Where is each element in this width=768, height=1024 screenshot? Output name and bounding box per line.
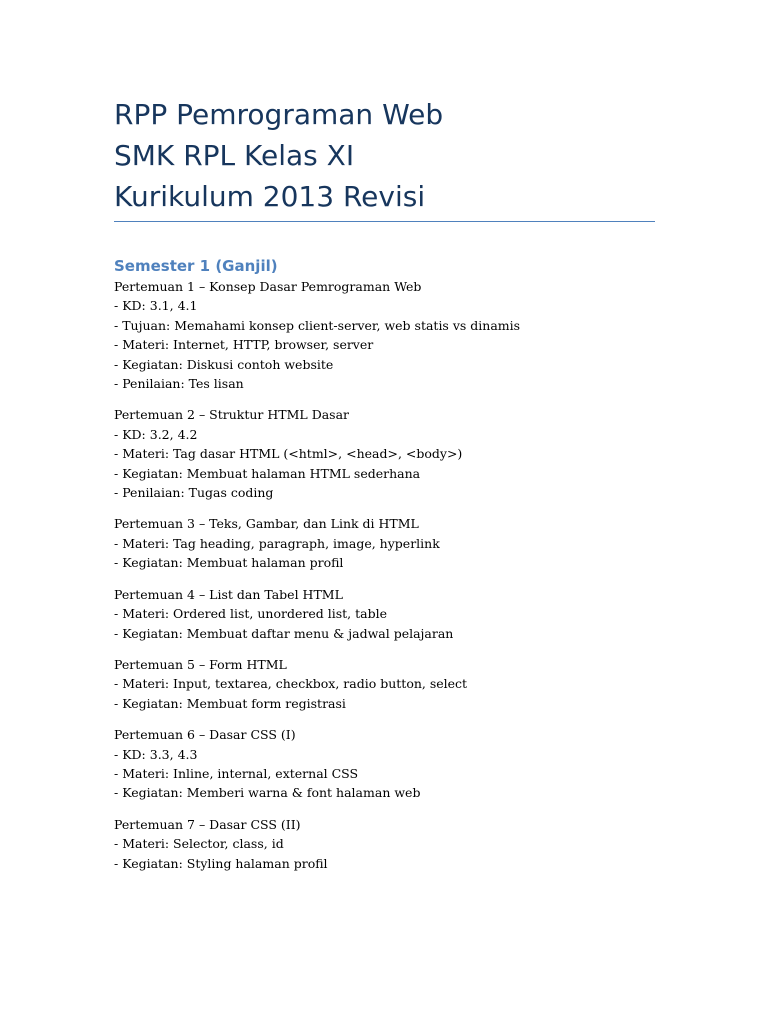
meeting-detail-line: - Kegiatan: Membuat halaman HTML sederhana: [114, 465, 421, 481]
meeting-block: [114, 815, 768, 873]
title-line-3: Kurikulum 2013 Revisi: [114, 180, 426, 213]
semester-heading: Semester 1 (Ganjil): [114, 257, 278, 275]
meeting-detail-line: - Penilaian: Tes lisan: [114, 376, 244, 392]
document-title: [114, 94, 655, 222]
meeting-title: Pertemuan 6 – Dasar CSS (I): [114, 727, 296, 743]
meeting-detail-line: - Kegiatan: Membuat form registrasi: [114, 695, 346, 711]
meeting-detail-line: - Kegiatan: Diskusi contoh website: [114, 356, 334, 372]
meeting-block: [114, 655, 768, 713]
meeting-detail-line: - Materi: Selector, class, id: [114, 836, 284, 852]
meeting-detail-line: - Kegiatan: Membuat daftar menu & jadwal pelajaran: [114, 625, 454, 641]
meeting-detail-line: - KD: 3.3, 4.3: [114, 746, 198, 762]
meeting-block: [114, 277, 768, 393]
meeting-block: [114, 405, 768, 502]
meeting-title: Pertemuan 2 – Struktur HTML Dasar: [114, 407, 350, 423]
meeting-detail-line: - Materi: Internet, HTTP, browser, server: [114, 337, 374, 353]
meeting-detail-line: - Materi: Tag heading, paragraph, image, hyperlink: [114, 535, 440, 551]
meeting-title: Pertemuan 5 – Form HTML: [114, 656, 287, 672]
meeting-detail-line: - Materi: Tag dasar HTML (<html>, <head>, <body>): [114, 446, 463, 462]
meeting-detail-line: - Penilaian: Tugas coding: [114, 485, 274, 501]
meeting-title: Pertemuan 4 – List dan Tabel HTML: [114, 586, 343, 602]
meeting-detail-line: - KD: 3.1, 4.1: [114, 298, 198, 314]
meeting-detail-line: - Materi: Inline, internal, external CSS: [114, 765, 359, 781]
meeting-title: Pertemuan 7 – Dasar CSS (II): [114, 816, 301, 832]
meeting-detail-line: - Materi: Ordered list, unordered list, table: [114, 606, 387, 622]
meeting-block: [114, 725, 768, 803]
meeting-block: [114, 585, 768, 643]
meeting-detail-line: - Kegiatan: Styling halaman profil: [114, 855, 328, 871]
title-line-2: SMK RPL Kelas XI: [114, 139, 355, 172]
meeting-title: Pertemuan 3 – Teks, Gambar, dan Link di HTML: [114, 516, 419, 532]
meeting-detail-line: - Tujuan: Memahami konsep client-server, web statis vs dinamis: [114, 317, 521, 333]
meeting-detail-line: - Kegiatan: Memberi warna & font halaman web: [114, 785, 421, 801]
title-line-1: RPP Pemrograman Web: [114, 98, 444, 131]
meeting-title: Pertemuan 1 – Konsep Dasar Pemrograman Web: [114, 279, 422, 294]
meeting-detail-line: - Kegiatan: Membuat halaman profil: [114, 555, 344, 571]
meeting-block: [114, 514, 768, 572]
meeting-detail-line: - KD: 3.2, 4.2: [114, 426, 198, 442]
meeting-detail-line: - Materi: Input, textarea, checkbox, radio button, select: [114, 676, 468, 692]
meeting-list: [114, 277, 768, 873]
